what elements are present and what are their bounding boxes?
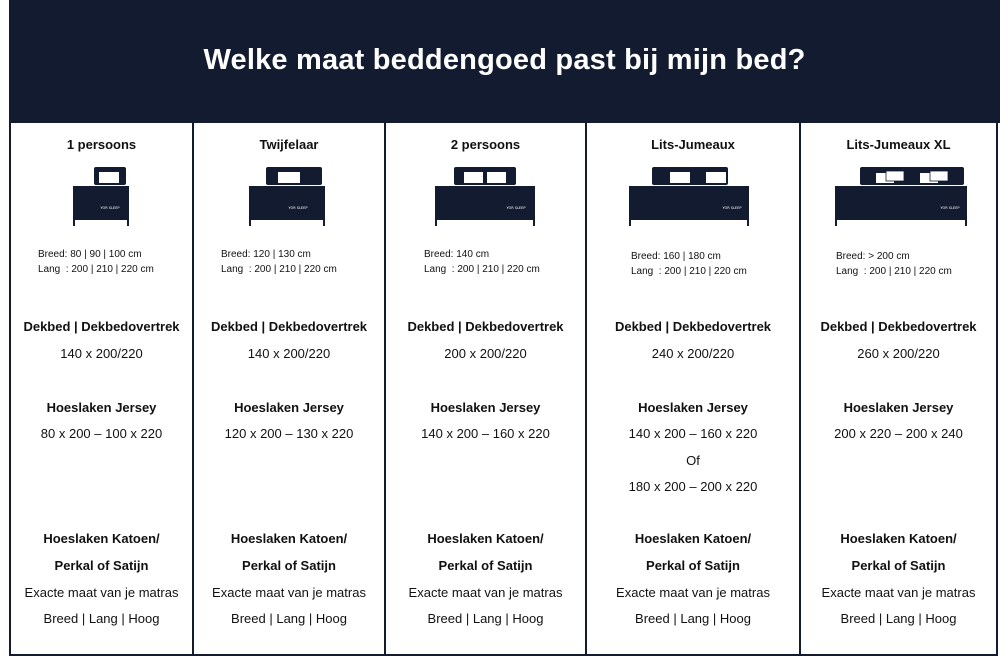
katoen-label-2: Perkal of Satijn <box>438 558 533 573</box>
lang-text: Lang : 200 | 210 | 220 cm <box>424 264 540 275</box>
katoen-label-2: Perkal of Satijn <box>54 558 149 573</box>
dekbed-label: Dekbed | Dekbedovertrek <box>614 319 772 334</box>
jersey-label: Hoeslaken Jersey <box>46 400 157 415</box>
katoen-label: Hoeslaken Katoen/ <box>43 531 160 546</box>
katoen-note: Exacte maat van je matras <box>616 585 770 600</box>
breed-text: Breed: 140 cm <box>424 249 490 260</box>
bed-dimensions <box>836 249 952 279</box>
brand-mark: YOR SLEEP <box>100 206 120 210</box>
katoen-label-2: Perkal of Satijn <box>242 558 336 573</box>
column-twijfelaar <box>194 123 384 656</box>
jersey-or: Of <box>686 453 700 468</box>
dekbed-label: Dekbed | Dekbedovertrek <box>23 319 180 334</box>
breed-text: Breed: 80 | 90 | 100 cm <box>38 249 142 260</box>
jersey-size: 120 x 200 – 130 x 220 <box>224 426 354 441</box>
katoen-note: Exacte maat van je matras <box>408 585 563 600</box>
jersey-label: Hoeslaken Jersey <box>234 400 344 415</box>
katoen-label: Hoeslaken Katoen/ <box>427 531 544 546</box>
brand-mark: YOR SLEEP <box>940 206 960 210</box>
brand-mark: YOR SLEEP <box>506 206 526 210</box>
column-title: Lits-Jumeaux XL <box>846 137 951 152</box>
brand-mark: YOR SLEEP <box>722 206 742 210</box>
column-title: Lits-Jumeaux <box>651 137 735 152</box>
jersey-label: Hoeslaken Jersey <box>638 400 748 415</box>
dekbed-size: 240 x 200/220 <box>651 346 735 361</box>
jersey-label: Hoeslaken Jersey <box>430 400 541 415</box>
jersey-size: 80 x 200 – 100 x 220 <box>40 426 163 441</box>
katoen-dims: Breed | Lang | Hoog <box>231 611 347 626</box>
lang-text: Lang : 200 | 210 | 220 cm <box>836 266 952 277</box>
column-title: 1 persoons <box>66 137 137 152</box>
katoen-note: Exacte maat van je matras <box>24 585 179 600</box>
lang-text: Lang : 200 | 210 | 220 cm <box>38 264 154 275</box>
bed-dimensions <box>631 249 747 279</box>
jersey-size: 140 x 200 – 160 x 220 <box>628 426 758 441</box>
bed-dimensions <box>221 247 337 277</box>
column-2-persoons <box>386 123 585 656</box>
katoen-dims: Breed | Lang | Hoog <box>43 611 160 626</box>
double-bed-icon <box>434 163 536 227</box>
jersey-label: Hoeslaken Jersey <box>843 400 954 415</box>
lang-text: Lang : 200 | 210 | 220 cm <box>221 264 337 275</box>
katoen-dims: Breed | Lang | Hoog <box>635 611 751 626</box>
katoen-label: Hoeslaken Katoen/ <box>634 531 752 546</box>
katoen-label: Hoeslaken Katoen/ <box>840 531 957 546</box>
lits-jumeaux-bed-icon <box>628 163 750 227</box>
column-lits-jumeaux <box>587 123 799 656</box>
column-title: 2 persoons <box>450 137 521 152</box>
dekbed-label: Dekbed | Dekbedovertrek <box>210 319 368 334</box>
katoen-label-2: Perkal of Satijn <box>646 558 740 573</box>
dekbed-size: 140 x 200/220 <box>247 346 331 361</box>
lang-text: Lang : 200 | 210 | 220 cm <box>631 266 747 277</box>
column-1-persoons <box>11 123 192 656</box>
katoen-note: Exacte maat van je matras <box>212 585 366 600</box>
breed-text: Breed: > 200 cm <box>836 251 910 262</box>
katoen-label-2: Perkal of Satijn <box>851 558 946 573</box>
katoen-dims: Breed | Lang | Hoog <box>840 611 957 626</box>
katoen-label: Hoeslaken Katoen/ <box>230 531 348 546</box>
single-bed-icon <box>72 163 132 227</box>
brand-mark: YOR SLEEP <box>288 206 308 210</box>
page-title: Welke maat beddengoed past bij mijn bed? <box>203 44 806 76</box>
jersey-size-2: 180 x 200 – 200 x 220 <box>628 479 758 494</box>
bed-dimensions <box>424 247 540 277</box>
dekbed-label: Dekbed | Dekbedovertrek <box>407 319 564 334</box>
dekbed-size: 140 x 200/220 <box>60 346 143 361</box>
katoen-note: Exacte maat van je matras <box>821 585 976 600</box>
breed-text: Breed: 160 | 180 cm <box>631 251 721 262</box>
column-title: Twijfelaar <box>259 137 319 152</box>
katoen-dims: Breed | Lang | Hoog <box>427 611 544 626</box>
jersey-size: 140 x 200 – 160 x 220 <box>421 426 550 441</box>
column-lits-jumeaux-xl <box>801 123 996 656</box>
dekbed-label: Dekbed | Dekbedovertrek <box>820 319 977 334</box>
breed-text: Breed: 120 | 130 cm <box>221 249 311 260</box>
bed-dimensions <box>38 247 154 277</box>
header-banner <box>9 0 1000 123</box>
jersey-size: 200 x 220 – 200 x 240 <box>834 426 963 441</box>
dekbed-size: 260 x 200/220 <box>857 346 940 361</box>
lits-jumeaux-xl-bed-icon <box>834 163 968 227</box>
dekbed-size: 200 x 200/220 <box>444 346 527 361</box>
twin-bed-icon <box>248 163 328 227</box>
